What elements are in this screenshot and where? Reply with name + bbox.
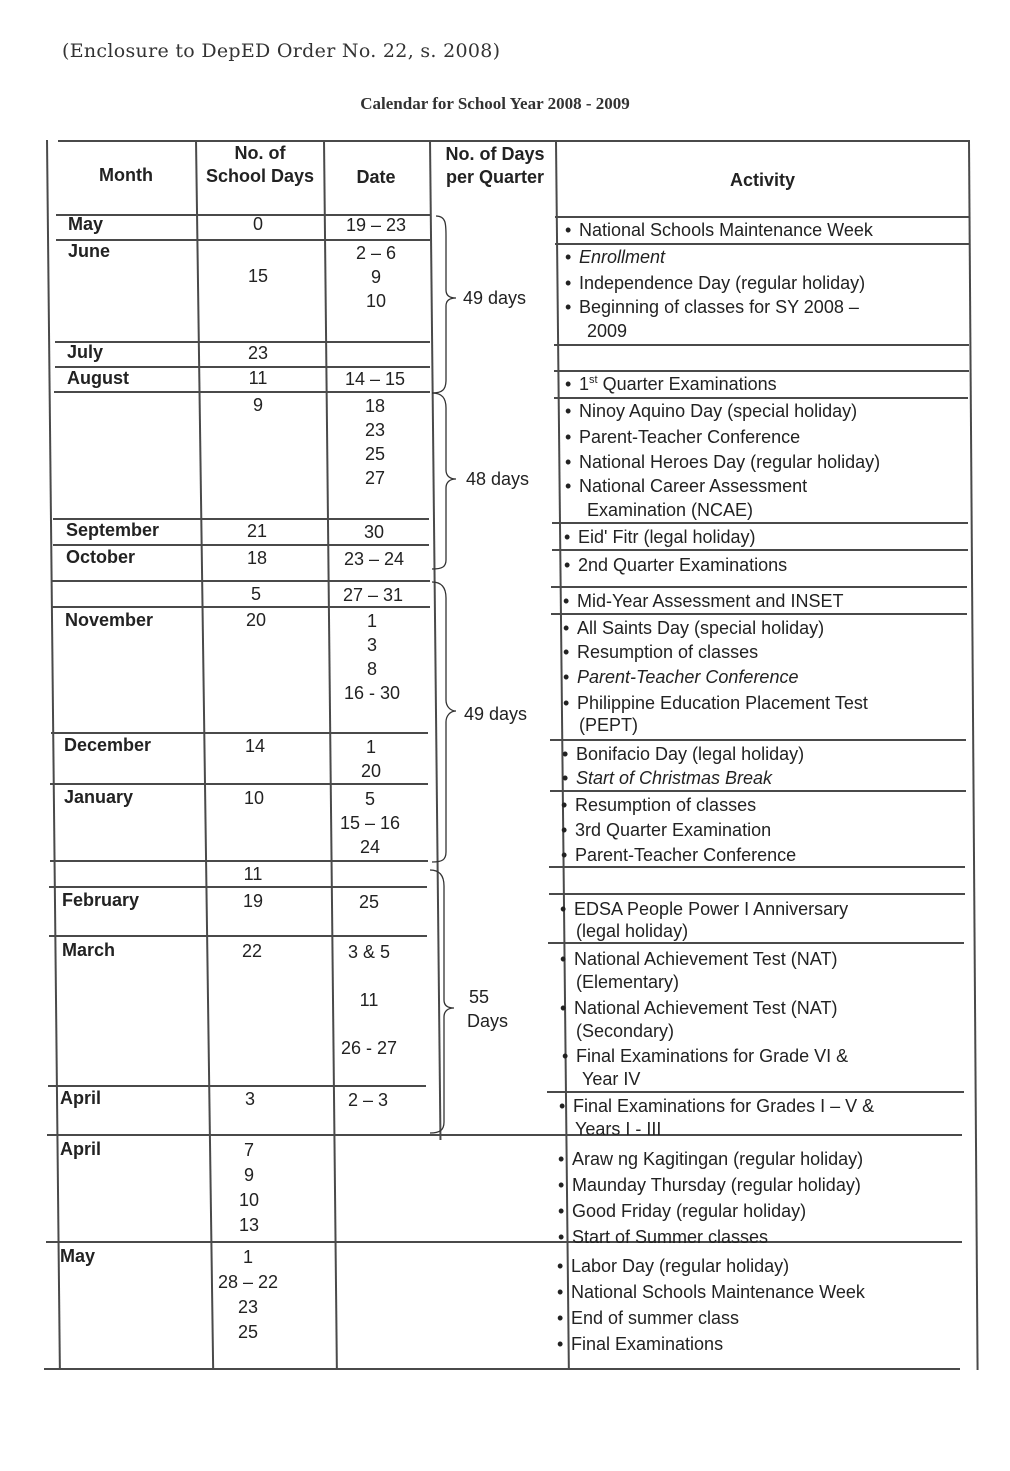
date-august-b-d: 27: [364, 468, 386, 488]
activity-item: • Start of Christmas Break: [562, 768, 773, 788]
date-november-c: 8: [366, 659, 377, 679]
activity-item: • Philippine Education Placement Test: [563, 693, 868, 713]
days-january-b: 11: [243, 864, 263, 884]
date-november-a: 1: [366, 611, 377, 631]
header-activity: Activity: [729, 170, 796, 190]
days-may-2-d: 25: [237, 1322, 259, 1342]
activity-item-cont: Year IV: [582, 1069, 641, 1089]
month-august: August: [67, 368, 129, 388]
date-march-a: 3 & 5: [347, 942, 391, 962]
days-may-2-c: 23: [237, 1297, 259, 1317]
activity-item-cont: Years I - III: [575, 1119, 662, 1139]
activity-item: • 3rd Quarter Examination: [561, 820, 772, 840]
activity-item: • National Career Assessment: [565, 476, 808, 496]
page-title: Calendar for School Year 2008 - 2009: [360, 94, 630, 113]
header-date: Date: [356, 167, 396, 187]
days-april-2-c: 10: [238, 1190, 260, 1210]
days-february: 19: [242, 891, 264, 911]
activity-item: • Eid' Fitr (legal holiday): [564, 527, 756, 547]
month-september: September: [66, 520, 160, 540]
days-april: 3: [244, 1089, 255, 1109]
month-july: July: [67, 342, 104, 362]
days-august: 11: [248, 368, 268, 388]
date-november-d: 16 - 30: [343, 683, 401, 703]
activity-item: • Araw ng Kagitingan (regular holiday): [558, 1149, 864, 1169]
month-may-2: May: [60, 1246, 96, 1266]
date-march-b: 11: [359, 990, 379, 1010]
activity-item: • Final Examinations: [557, 1334, 724, 1354]
date-may: 19 – 23: [345, 215, 407, 235]
days-january: 10: [243, 788, 265, 808]
month-june: June: [68, 241, 111, 261]
activity-item: • Ninoy Aquino Day (special holiday): [565, 401, 858, 421]
month-april-2: April: [60, 1139, 102, 1159]
activity-item: • Parent-Teacher Conference: [563, 667, 799, 687]
days-august-b: 9: [252, 395, 263, 415]
activity-item: • All Saints Day (special holiday): [563, 618, 825, 638]
date-january-a: 5: [364, 789, 375, 809]
date-february: 25: [358, 892, 380, 912]
date-december-b: 20: [360, 761, 382, 781]
activity-item: • Start of Summer classes: [558, 1227, 769, 1247]
month-november: November: [65, 610, 154, 630]
date-october-b: 27 – 31: [342, 585, 404, 605]
date-january-b: 15 – 16: [339, 813, 401, 833]
header-month: Month: [99, 165, 153, 185]
date-march-c: 26 - 27: [340, 1038, 398, 1058]
quarter-4-days-label: Days: [467, 1011, 509, 1031]
date-january-c: 24: [359, 837, 381, 857]
days-july: 23: [247, 343, 269, 363]
activity-item-cont: 2009: [587, 321, 628, 341]
date-august-b-b: 23: [364, 420, 386, 440]
days-december: 14: [244, 736, 266, 756]
activity-item-cont: Examination (NCAE): [587, 500, 754, 520]
activity-item: • 1st Quarter Examinations: [565, 374, 777, 394]
activity-item-cont: (legal holiday): [576, 921, 689, 941]
activity-item: • 2nd Quarter Examinations: [564, 555, 788, 575]
days-may: 0: [252, 214, 263, 234]
days-october-b: 5: [250, 584, 261, 604]
header-days-per-quarter: No. of Days per Quarter: [445, 144, 545, 187]
quarter-4-days-num: 55: [469, 987, 490, 1007]
activity-item-cont: (PEPT): [579, 715, 639, 735]
days-june: 15: [247, 266, 269, 286]
date-june-c: 10: [365, 291, 387, 311]
activity-item: • Labor Day (regular holiday): [557, 1256, 790, 1276]
month-may: May: [68, 214, 104, 234]
month-february: February: [62, 890, 140, 910]
month-october: October: [66, 547, 136, 567]
activity-item-cont: (Secondary): [576, 1021, 675, 1041]
quarter-2-days: 48 days: [466, 469, 530, 489]
date-august-b-c: 25: [364, 444, 386, 464]
activity-item: • Resumption of classes: [561, 795, 757, 815]
activity-item: • Beginning of classes for SY 2008 –: [565, 297, 859, 317]
activity-item: • National Schools Maintenance Week: [557, 1282, 865, 1302]
activity-item: • National Schools Maintenance Week: [565, 220, 873, 240]
days-april-2-a: 7: [243, 1140, 254, 1160]
days-may-2-b: 28 – 22: [217, 1272, 279, 1292]
activity-item: • National Achievement Test (NAT): [560, 949, 838, 969]
activity-item: • Enrollment: [565, 247, 666, 267]
activity-item: • Bonifacio Day (legal holiday): [562, 744, 805, 764]
date-june-a: 2 – 6: [355, 243, 397, 263]
activity-item: • End of summer class: [557, 1308, 740, 1328]
date-november-b: 3: [366, 635, 377, 655]
date-october: 23 – 24: [343, 549, 405, 569]
activity-item: • Good Friday (regular holiday): [558, 1201, 807, 1221]
days-october: 18: [246, 548, 268, 568]
days-april-2-d: 13: [238, 1215, 260, 1235]
month-march: March: [62, 940, 116, 960]
activity-item: • Resumption of classes: [563, 642, 759, 662]
activity-item-cont: (Elementary): [576, 972, 680, 992]
activity-item: • National Achievement Test (NAT): [560, 998, 838, 1018]
activity-item: • Independence Day (regular holiday): [565, 273, 866, 293]
header-school-days: No. of School Days: [205, 143, 315, 186]
days-may-2-a: 1: [242, 1247, 253, 1267]
date-april: 2 – 3: [347, 1090, 389, 1110]
activity-item: • National Heroes Day (regular holiday): [565, 452, 881, 472]
days-march: 22: [241, 941, 263, 961]
activity-item: • EDSA People Power I Anniversary: [560, 899, 849, 919]
days-november: 20: [245, 610, 267, 630]
date-august-b-a: 18: [364, 396, 386, 416]
date-august: 14 – 15: [344, 369, 406, 389]
month-january: January: [64, 787, 134, 807]
enclosure-note: (Enclosure to DepED Order No. 22, s. 2008): [62, 40, 501, 62]
days-april-2-b: 9: [243, 1165, 254, 1185]
activity-item: • Parent-Teacher Conference: [561, 845, 797, 865]
quarter-1-days: 49 days: [463, 288, 527, 308]
activity-item: • Final Examinations for Grades I – V &: [559, 1096, 875, 1116]
activity-item: • Mid-Year Assessment and INSET: [563, 591, 844, 611]
activity-item: • Final Examinations for Grade VI &: [562, 1046, 849, 1066]
activity-item: • Maunday Thursday (regular holiday): [558, 1175, 861, 1195]
days-september: 21: [246, 521, 268, 541]
activity-item: • Parent-Teacher Conference: [565, 427, 801, 447]
date-september: 30: [363, 522, 385, 542]
month-december: December: [64, 735, 152, 755]
month-april: April: [60, 1088, 102, 1108]
quarter-3-days: 49 days: [464, 704, 528, 724]
date-june-b: 9: [370, 267, 381, 287]
date-december-a: 1: [365, 737, 376, 757]
